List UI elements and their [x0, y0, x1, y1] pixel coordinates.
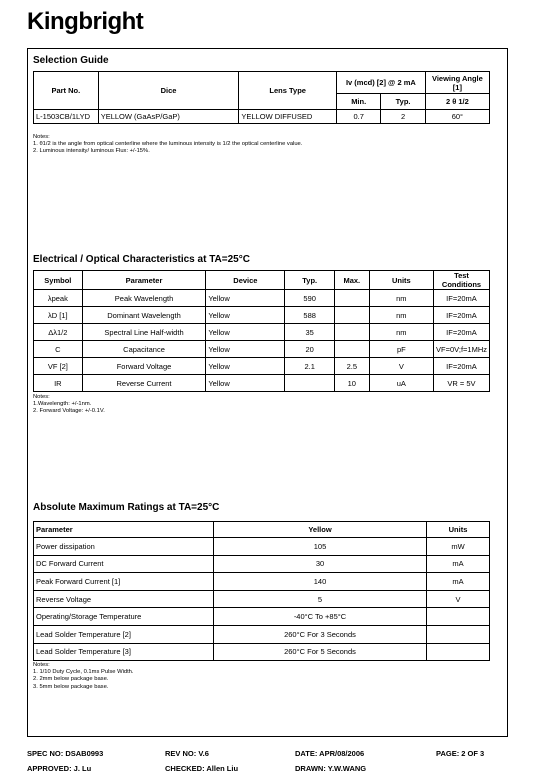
header-typ: Typ.: [381, 94, 425, 110]
cell-typ: [285, 375, 334, 392]
table-row: [34, 555, 490, 573]
table-row: [34, 307, 490, 324]
cell-typ: 35: [285, 324, 334, 341]
cell-typ: 2: [381, 110, 425, 124]
electrical-notes: [33, 394, 105, 416]
cell-units: V: [369, 358, 433, 375]
header-dice: Dice: [98, 72, 239, 110]
cell-parameter: Forward Voltage: [82, 358, 206, 375]
cell-symbol: λD [1]: [34, 307, 83, 324]
note-line: 1. θ1/2 is the angle from optical centerline where the luminous intensity is 1/2 the optical centerline value.: [33, 141, 303, 148]
cell-parameter: DC Forward Current: [34, 555, 214, 573]
cell-part-no: L-1503CB/1LYD: [34, 110, 99, 124]
cell-yellow: 140: [214, 573, 427, 591]
cell-parameter: Spectral Line Half-width: [82, 324, 206, 341]
page-number: PAGE: 2 OF 3: [436, 749, 485, 758]
cell-units: uA: [369, 375, 433, 392]
brand-logo: Kingbright: [27, 8, 144, 35]
cell-max: [334, 324, 369, 341]
cell-device: Yellow: [206, 307, 285, 324]
header-symbol: Symbol: [34, 271, 83, 290]
cell-max: 2.5: [334, 358, 369, 375]
header-yellow: Yellow: [214, 522, 427, 538]
header-viewing: Viewing Angle [1]: [425, 72, 489, 94]
table-row: [34, 110, 490, 124]
cell-test-conditions: VR = 5V: [434, 375, 490, 392]
cell-parameter: Operating/Storage Temperature: [34, 608, 214, 626]
cell-units: pF: [369, 341, 433, 358]
cell-test-conditions: IF=20mA: [434, 324, 490, 341]
cell-device: Yellow: [206, 290, 285, 307]
cell-typ: 20: [285, 341, 334, 358]
cell-units: [427, 643, 490, 661]
note-line: Notes:: [33, 134, 50, 140]
electrical-table: [33, 270, 490, 392]
cell-min: 0.7: [337, 110, 381, 124]
cell-max: 10: [334, 375, 369, 392]
cell-yellow: 260°C For 3 Seconds: [214, 625, 427, 643]
cell-parameter: Reverse Voltage: [34, 590, 214, 608]
header-max: Max.: [334, 271, 369, 290]
note-line: 2. 2mm below package base.: [33, 676, 109, 683]
cell-symbol: VF [2]: [34, 358, 83, 375]
cell-parameter: Peak Wavelength: [82, 290, 206, 307]
note-line: 3. 5mm below package base.: [33, 683, 109, 690]
note-line: 1. 1/10 Duty Cycle, 0.1ms Pulse Width.: [33, 669, 134, 676]
cell-units: mA: [427, 573, 490, 591]
cell-device: Yellow: [206, 324, 285, 341]
cell-parameter: Reverse Current: [82, 375, 206, 392]
table-row: [34, 625, 490, 643]
table-row: [34, 341, 490, 358]
header-device: Device: [206, 271, 285, 290]
rev-no: REV NO: V.6: [165, 749, 209, 758]
cell-units: nm: [369, 307, 433, 324]
header-units: Units: [427, 522, 490, 538]
cell-units: nm: [369, 290, 433, 307]
cell-units: V: [427, 590, 490, 608]
table-row: [34, 375, 490, 392]
cell-symbol: Δλ1/2: [34, 324, 83, 341]
table-row: [34, 573, 490, 591]
cell-yellow: 30: [214, 555, 427, 573]
cell-parameter: Lead Solder Temperature [2]: [34, 625, 214, 643]
table-row: [34, 538, 490, 556]
cell-symbol: IR: [34, 375, 83, 392]
selection-guide-table: [33, 71, 490, 124]
cell-parameter: Lead Solder Temperature [3]: [34, 643, 214, 661]
drawn: DRAWN: Y.W.WANG: [295, 764, 367, 773]
table-row: [34, 608, 490, 626]
selection-guide-notes: [33, 134, 302, 156]
note-line: Notes:: [33, 394, 50, 400]
cell-typ: 588: [285, 307, 334, 324]
cell-lens-type: YELLOW DIFFUSED: [239, 110, 337, 124]
cell-parameter: Dominant Wavelength: [82, 307, 206, 324]
cell-parameter: Power dissipation: [34, 538, 214, 556]
header-min: Min.: [337, 94, 381, 110]
cell-parameter: Capacitance: [82, 341, 206, 358]
cell-yellow: 5: [214, 590, 427, 608]
cell-units: [427, 608, 490, 626]
table-row: [34, 643, 490, 661]
cell-viewing: 60°: [425, 110, 489, 124]
table-row: [34, 358, 490, 375]
header-iv: Iv (mcd) [2] @ 2 mA: [337, 72, 426, 94]
absolute-title: Absolute Maximum Ratings at TA=25°C: [33, 502, 220, 513]
header-parameter: Parameter: [82, 271, 206, 290]
cell-device: Yellow: [206, 375, 285, 392]
header-part-no: Part No.: [34, 72, 99, 110]
absolute-ratings-table: [33, 521, 490, 661]
note-line: 2. Luminous intensity/ luminous Flux: +/-15%.: [33, 148, 150, 155]
approved: APPROVED: J. Lu: [27, 764, 92, 773]
cell-test-conditions: VF=0V;f=1MHz: [434, 341, 490, 358]
cell-yellow: 260°C For 5 Seconds: [214, 643, 427, 661]
cell-typ: 590: [285, 290, 334, 307]
note-line: 1.Wavelength: +/-1nm.: [33, 401, 92, 408]
table-row: [34, 324, 490, 341]
cell-yellow: 105: [214, 538, 427, 556]
cell-symbol: C: [34, 341, 83, 358]
cell-units: mA: [427, 555, 490, 573]
cell-typ: 2.1: [285, 358, 334, 375]
cell-max: [334, 290, 369, 307]
table-row: [34, 290, 490, 307]
cell-units: [427, 625, 490, 643]
cell-units: nm: [369, 324, 433, 341]
table-row: [34, 590, 490, 608]
note-line: 2. Forward Voltage: +/-0.1V.: [33, 408, 105, 415]
cell-device: Yellow: [206, 358, 285, 375]
cell-units: mW: [427, 538, 490, 556]
header-parameter: Parameter: [34, 522, 214, 538]
cell-symbol: λpeak: [34, 290, 83, 307]
cell-max: [334, 341, 369, 358]
cell-test-conditions: IF=20mA: [434, 307, 490, 324]
absolute-notes: [33, 662, 134, 691]
header-test-conditions: Test Conditions: [434, 271, 490, 290]
note-line: Notes:: [33, 662, 50, 668]
spec-no: SPEC NO: DSAB0993: [27, 749, 104, 758]
header-typ: Typ.: [285, 271, 334, 290]
cell-dice: YELLOW (GaAsP/GaP): [98, 110, 239, 124]
date: DATE: APR/08/2006: [295, 749, 365, 758]
cell-device: Yellow: [206, 341, 285, 358]
cell-parameter: Peak Forward Current [1]: [34, 573, 214, 591]
cell-yellow: -40°C To +85°C: [214, 608, 427, 626]
cell-test-conditions: IF=20mA: [434, 290, 490, 307]
header-lens-type: Lens Type: [239, 72, 337, 110]
header-theta: 2 θ 1/2: [425, 94, 489, 110]
electrical-title: Electrical / Optical Characteristics at TA=25°C: [33, 254, 250, 265]
checked: CHECKED: Allen Liu: [165, 764, 239, 773]
selection-guide-title: Selection Guide: [33, 55, 109, 66]
cell-max: [334, 307, 369, 324]
header-units: Units: [369, 271, 433, 290]
cell-test-conditions: IF=20mA: [434, 358, 490, 375]
